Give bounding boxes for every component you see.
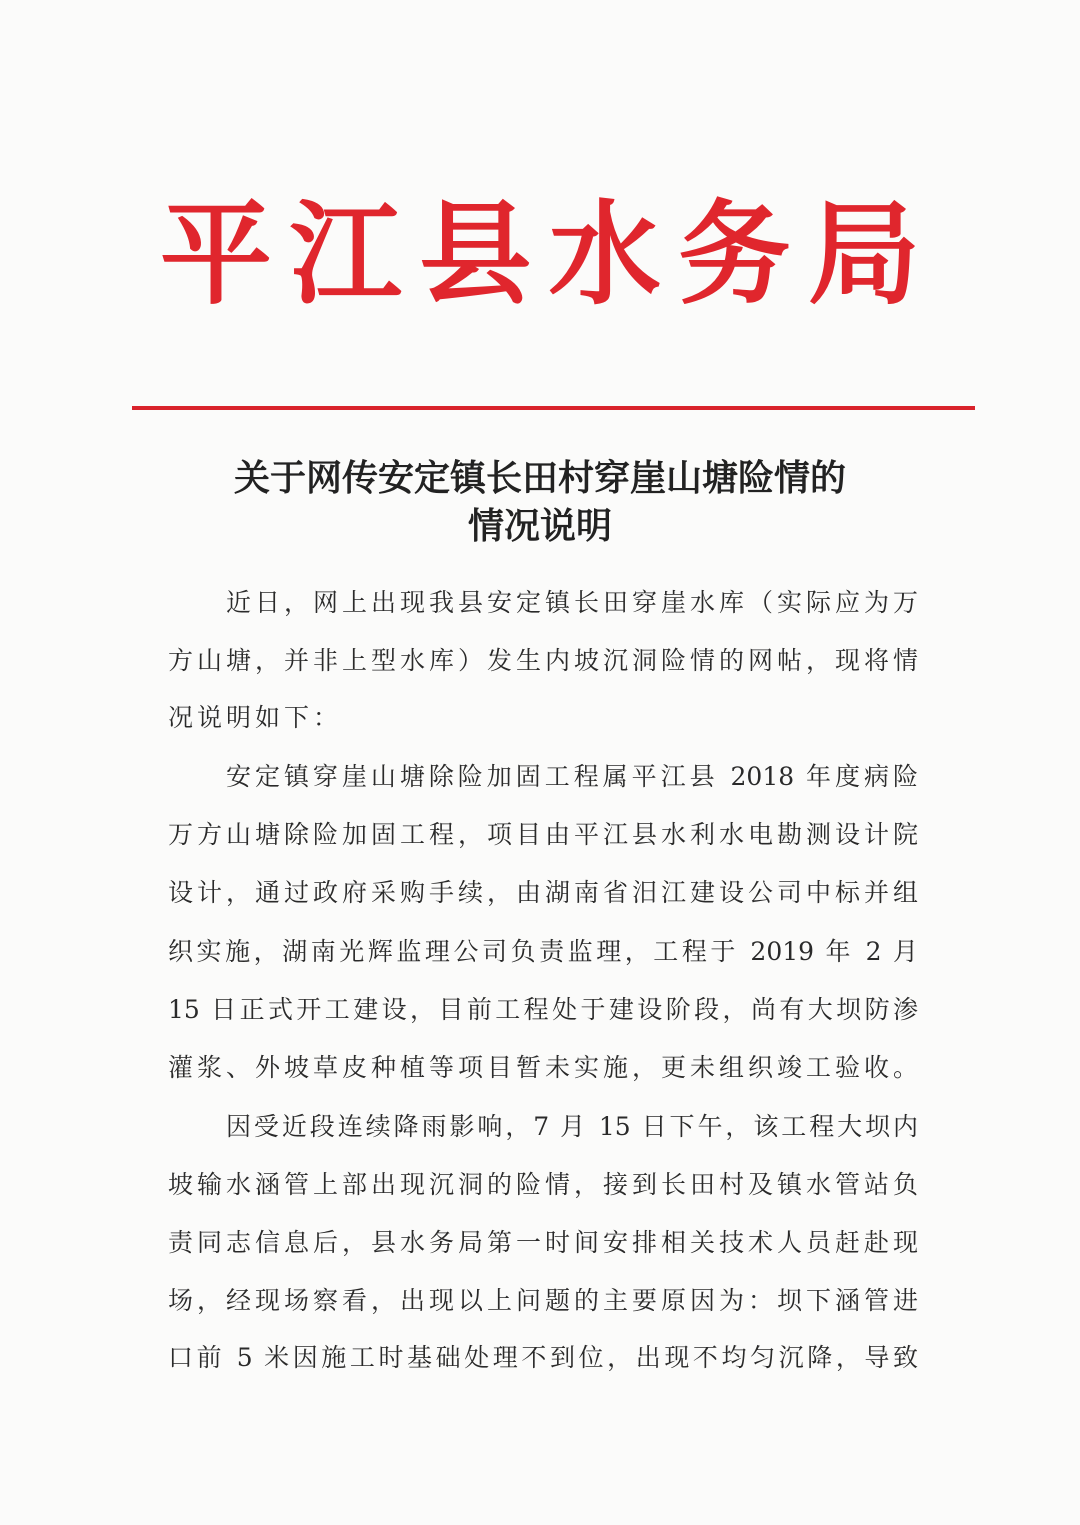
body-line: 方山塘，并非上型水库）发生内坡沉洞险情的网帖，现将情 — [168, 646, 918, 675]
document-title-line-1: 关于网传安定镇长田村穿崖山塘险情的 — [233, 457, 846, 499]
body-line: 织实施，湖南光辉监理公司负责监理，工程于 2019 年 2 月 — [168, 937, 918, 966]
letterhead-char: 局 — [807, 188, 920, 320]
body-line: 近日，网上出现我县安定镇长田穿崖水库（实际应为万 — [226, 588, 918, 617]
letterhead-char: 水 — [548, 188, 661, 320]
body-line: 口前 5 米因施工时基础处理不到位，出现不均匀沉降，导致 — [168, 1343, 918, 1372]
letterhead-char: 平 — [160, 188, 272, 320]
red-divider — [132, 406, 975, 410]
letterhead-char: 务 — [678, 188, 791, 320]
letterhead-char: 县 — [419, 188, 532, 320]
body-line: 安定镇穿崖山塘除险加固工程属平江县 2018 年度病险 — [226, 762, 918, 791]
body-line: 万方山塘除险加固工程，项目由平江县水利水电勘测设计院 — [168, 820, 918, 849]
letterhead-org-name — [160, 180, 920, 320]
body-line: 因受近段连续降雨影响，7 月 15 日下午，该工程大坝内 — [226, 1112, 918, 1141]
letterhead-char: 江 — [289, 188, 402, 320]
body-line: 况说明如下： — [168, 703, 343, 732]
body-line: 场，经现场察看，出现以上问题的主要原因为：坝下涵管进 — [168, 1286, 918, 1315]
body-line: 坡输水涵管上部出现沉洞的险情，接到长田村及镇水管站负 — [168, 1170, 918, 1199]
body-line: 设计，通过政府采购手续，由湖南省汨江建设公司中标并组 — [168, 878, 918, 907]
body-line: 灌浆、外坡草皮种植等项目暂未实施，更未组织竣工验收。 — [168, 1053, 918, 1082]
body-line: 15 日正式开工建设，目前工程处于建设阶段，尚有大坝防渗 — [168, 995, 918, 1024]
body-line: 责同志信息后，县水务局第一时间安排相关技术人员赶赴现 — [168, 1228, 918, 1257]
document-title-line-2: 情况说明 — [467, 505, 612, 547]
